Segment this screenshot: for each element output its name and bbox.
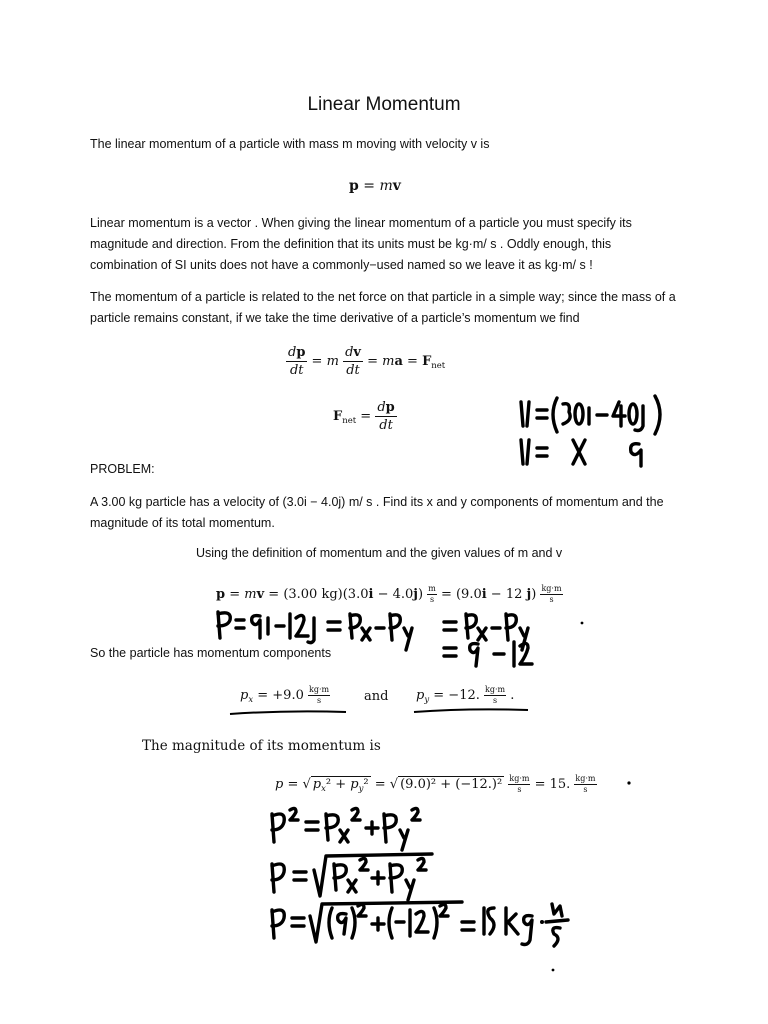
intro-text: The linear momentum of a particle with mass m moving with velocity v is	[90, 137, 490, 151]
handwritten-magnitude	[262, 804, 592, 954]
handwritten-underlines	[228, 702, 538, 722]
page-title: Linear Momentum	[307, 94, 461, 115]
equation-px: $p_x = +9.0$ $\frac{kg\cdot m}{s}$	[240, 685, 330, 705]
handwritten-momentum	[212, 606, 562, 672]
equation-p-mv: p = mv	[349, 178, 401, 194]
force-paragraph: The momentum of a particle is related to the net force on that particle in a simple way; since the mass of a particle remains constant, if we take the time derivative of a particle’s momentum we find	[90, 290, 676, 325]
equation-py: $p_y = -12$. $\frac{kg\cdot m}{s}$ .	[416, 685, 515, 705]
components-text: So the particle has momentum components	[90, 646, 332, 660]
magnitude-text: The magnitude of its momentum is	[142, 738, 381, 754]
problem-label: PROBLEM:	[90, 462, 155, 476]
equation-momentum-calc: p = mv = (3.00 kg)(3.0i − 4.0j) $\frac{m}{s}$ = (9.0i − 12 j) $\frac{kg\cdot m}{s}$	[216, 584, 562, 604]
equation-magnitude: p = √ $p_x^2 + p_y^2$ = √ (9.0)² + (−12.)² $\frac{kg\cdot m}{s}$ = 15. $\frac{kg\cdot m}{s}$	[275, 774, 596, 794]
equation-fnet: $F_{net}$ = $\frac{dp}{dt}$	[333, 400, 395, 433]
using-text: Using the definition of momentum and the given values of m and v	[196, 546, 563, 560]
equation-derivative: $\frac{dp}{dt}$ = m $\frac{dv}{dt}$ = ma = $F_{net}$	[288, 345, 446, 378]
vector-paragraph: Linear momentum is a vector . When giving the linear momentum of a particle you must specify its magnitude and direction. From the definition that its units must be kg·m/ s . Oddly enough, this combination of SI units does not have a commonly−used named so we leave it as kg·m/ s !	[90, 216, 632, 272]
problem-text: A 3.00 kg particle has a velocity of (3.0i − 4.0j) m/ s . Find its x and y components of momentum and the magnitude of its total momentum.	[90, 495, 664, 530]
handwritten-velocity	[515, 392, 675, 472]
and-word: and	[364, 689, 389, 704]
